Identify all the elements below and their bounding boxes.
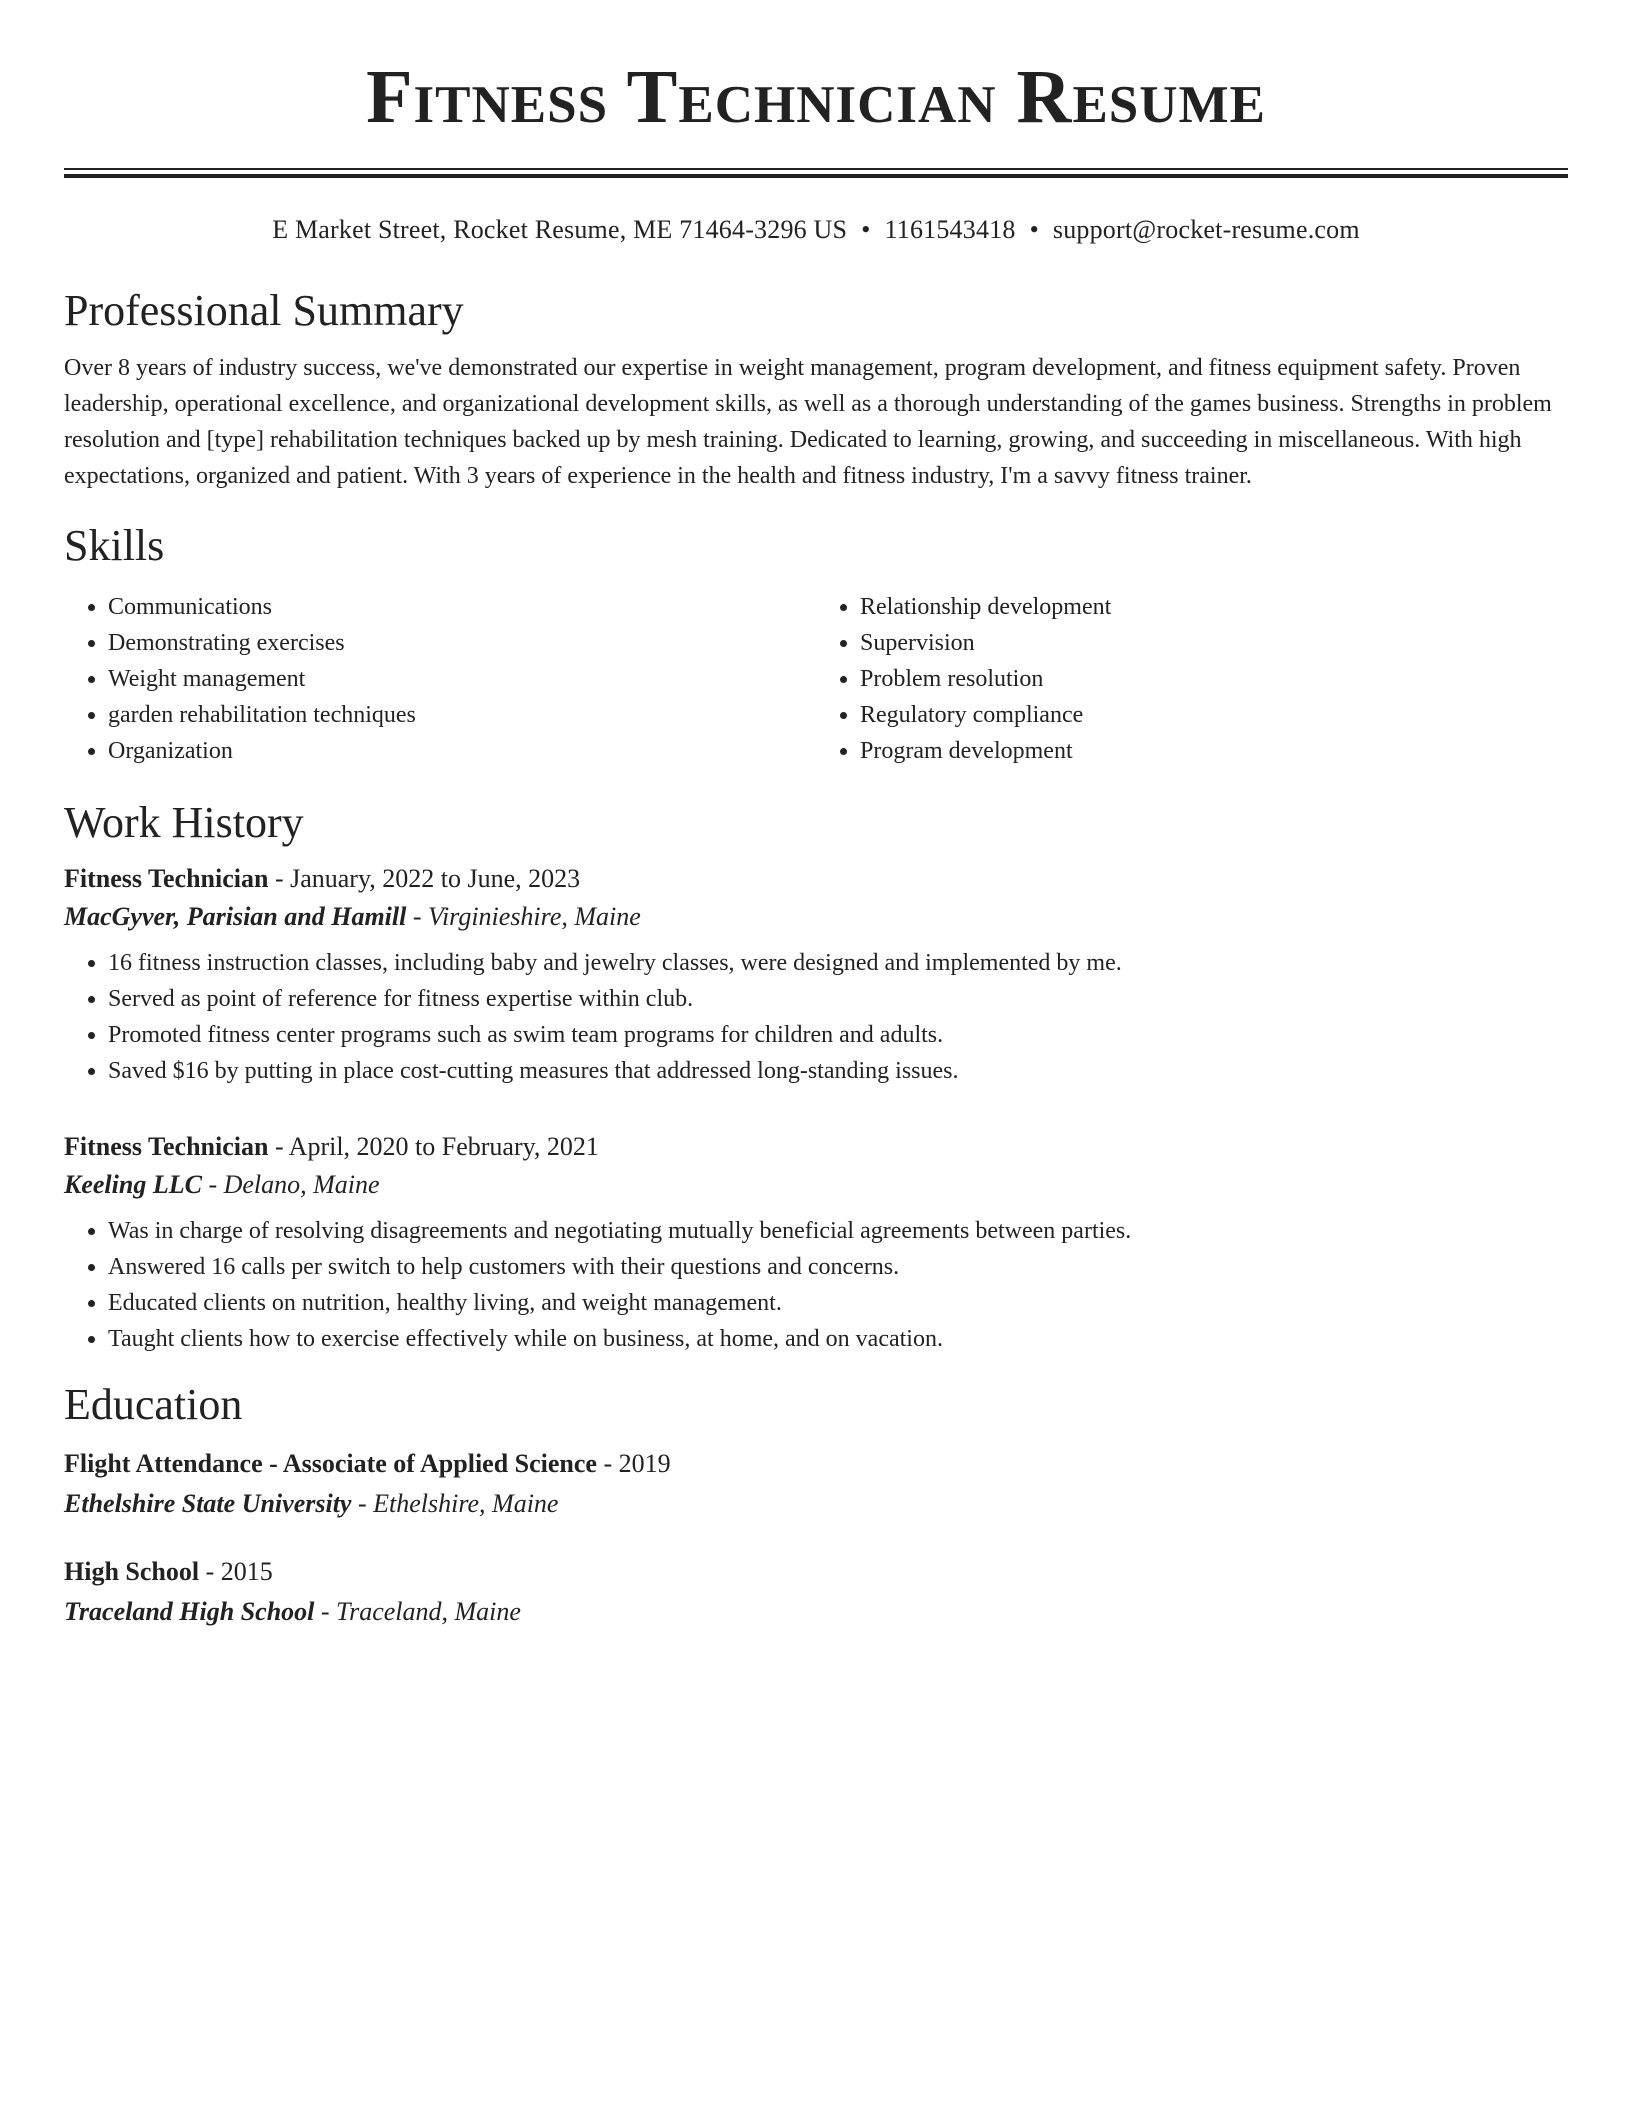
employer-location: - Delano, Maine xyxy=(201,1170,380,1200)
skills-heading: Skills xyxy=(64,520,165,570)
skill-item: • Program development xyxy=(860,733,1568,769)
degree-name: Flight Attendance - Associate of Applied Science xyxy=(64,1449,597,1479)
school-line xyxy=(64,1592,1568,1632)
employer-name: Keeling LLC xyxy=(64,1170,202,1200)
skills-columns xyxy=(64,589,1568,769)
contact-separator: • xyxy=(861,214,871,244)
job-title: Fitness Technician xyxy=(64,864,269,894)
employer-name: MacGyver, Parisian and Hamill xyxy=(64,902,407,932)
summary-text: Over 8 years of industry success, we've demonstrated our expertise in weight management, program development, and fitness equipment safety. Proven leadership, operational excellence, and organizational development skills, as well as a thorough understanding of the games business. Strengths in problem resolution and [type] rehabilitation techniques backed up by mesh training. Dedicated to learning, growing, and succeeding in miscellaneous. With high expectations, organized and patient. With 3 years of experience in the health and fitness industry, I'm a savvy fitness trainer. xyxy=(64,354,1552,489)
skills-right-list xyxy=(816,589,1568,769)
job-bullets xyxy=(64,1213,1568,1357)
contact-email: support@rocket-resume.com xyxy=(1052,214,1360,244)
employer-line xyxy=(64,897,1568,937)
skill-item: • Communications xyxy=(108,589,816,625)
employer-location: - Virginieshire, Maine xyxy=(406,902,641,932)
skill-item: • Regulatory compliance xyxy=(860,697,1568,733)
skill-item: • Relationship development xyxy=(860,589,1568,625)
school-location: - Traceland, Maine xyxy=(314,1597,521,1627)
job-bullets xyxy=(64,945,1568,1089)
job-bullet: • Promoted fitness center programs such as swim team programs for children and adults. xyxy=(108,1017,1568,1053)
summary-heading: Professional Summary xyxy=(64,285,464,335)
job-bullet: • 16 fitness instruction classes, including baby and jewelry classes, were designed and implemented by me. xyxy=(108,945,1568,981)
contact-separator: • xyxy=(1029,214,1039,244)
skill-item: • Organization xyxy=(108,733,816,769)
education-entry xyxy=(64,1444,1568,1524)
job-bullet: • Answered 16 calls per switch to help customers with their questions and concerns. xyxy=(108,1249,1568,1285)
title-divider xyxy=(64,168,1568,178)
resume-title: Fitness Technician Resume xyxy=(366,55,1266,139)
job-title: Fitness Technician xyxy=(64,1132,269,1162)
skill-item: • Demonstrating exercises xyxy=(108,625,816,661)
skill-item: • garden rehabilitation techniques xyxy=(108,697,816,733)
job-entry xyxy=(64,1129,1568,1357)
job-title-line xyxy=(64,861,1568,897)
job-dates: - April, 2020 to February, 2021 xyxy=(268,1132,599,1162)
job-bullet: • Served as point of reference for fitness expertise within club. xyxy=(108,981,1568,1017)
job-entry xyxy=(64,861,1568,1089)
job-bullet: • Saved $16 by putting in place cost-cutting measures that addressed long-standing issues. xyxy=(108,1053,1568,1089)
job-dates: - January, 2022 to June, 2023 xyxy=(268,864,581,894)
contact-line xyxy=(64,214,1568,245)
school-location: - Ethelshire, Maine xyxy=(351,1489,559,1519)
degree-line xyxy=(64,1552,1568,1592)
degree-year: - 2019 xyxy=(596,1449,671,1479)
job-bullet: • Taught clients how to exercise effectively while on business, at home, and on vacation. xyxy=(108,1321,1568,1357)
contact-phone: 1161543418 xyxy=(884,214,1016,244)
job-bullet: • Was in charge of resolving disagreements and negotiating mutually beneficial agreements between parties. xyxy=(108,1213,1568,1249)
skills-left-list xyxy=(64,589,816,769)
degree-line xyxy=(64,1444,1568,1484)
job-bullet: • Educated clients on nutrition, healthy living, and weight management. xyxy=(108,1285,1568,1321)
degree-year: - 2015 xyxy=(199,1557,273,1587)
work-history-heading: Work History xyxy=(64,797,304,847)
skill-item: • Supervision xyxy=(860,625,1568,661)
skill-item: • Problem resolution xyxy=(860,661,1568,697)
education-entry xyxy=(64,1552,1568,1632)
school-name: Ethelshire State University xyxy=(64,1489,352,1519)
school-name: Traceland High School xyxy=(64,1597,315,1627)
education-heading: Education xyxy=(64,1380,243,1430)
school-line xyxy=(64,1484,1568,1524)
skill-item: • Weight management xyxy=(108,661,816,697)
employer-line xyxy=(64,1165,1568,1205)
contact-address: E Market Street, Rocket Resume, ME 71464-3296 US xyxy=(272,214,848,244)
job-title-line xyxy=(64,1129,1568,1165)
degree-name: High School xyxy=(64,1557,200,1587)
